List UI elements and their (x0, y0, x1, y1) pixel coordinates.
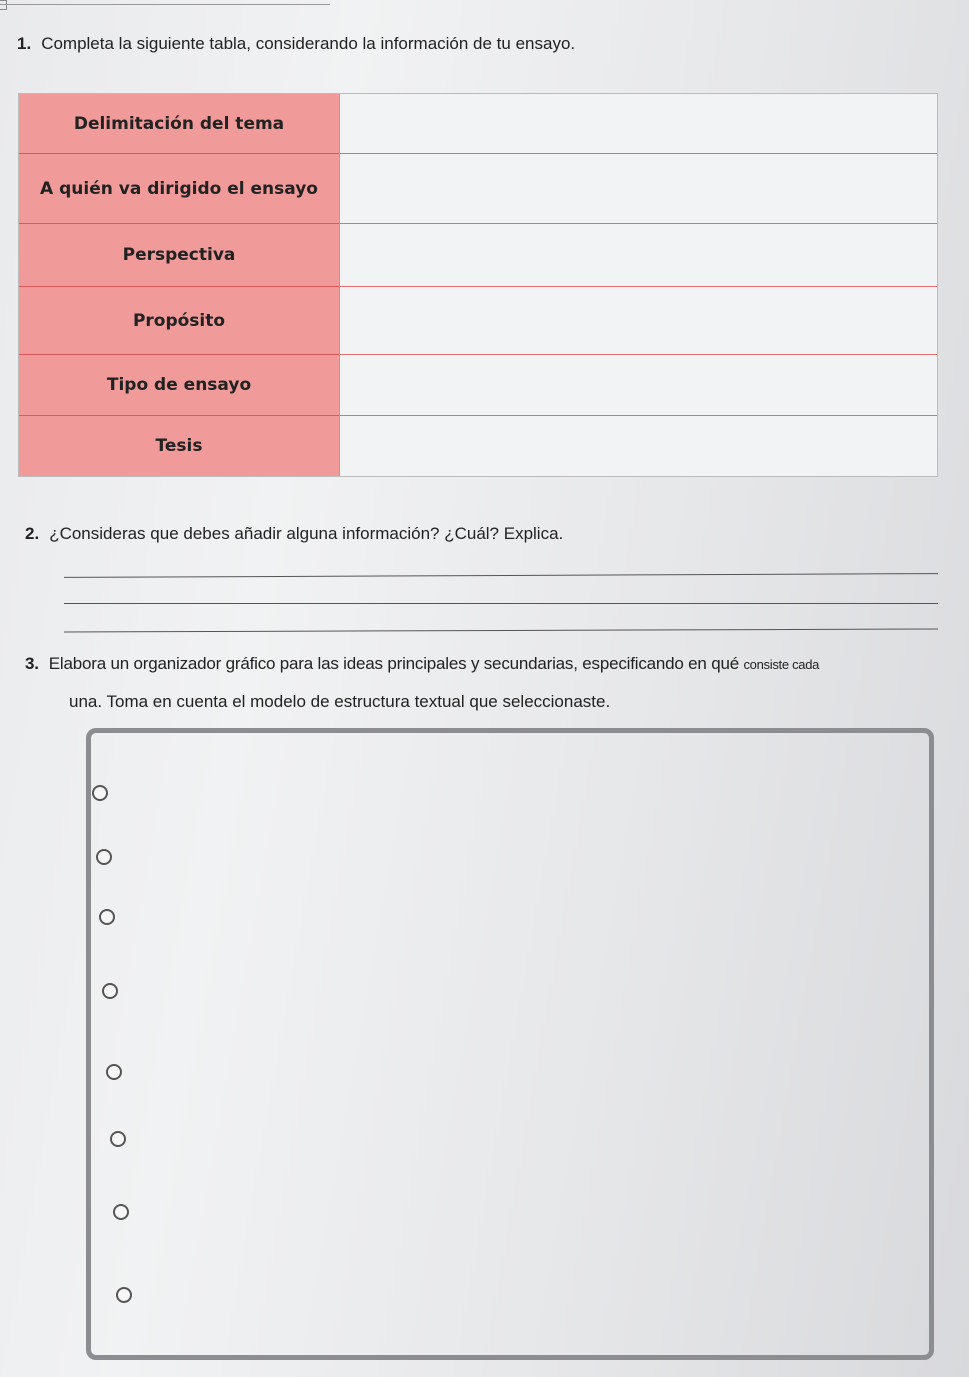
row-label: Tipo de ensayo (19, 355, 339, 416)
binder-ring-icon (116, 1287, 132, 1303)
row-label: A quién va dirigido el ensayo (19, 154, 339, 224)
table-row (19, 355, 937, 416)
table-row (19, 416, 937, 476)
answer-line (64, 603, 938, 604)
row-answer-cell[interactable] (339, 416, 937, 476)
row-answer-cell[interactable] (339, 94, 937, 154)
binder-ring-icon (102, 983, 118, 999)
row-answer-cell[interactable] (339, 287, 937, 355)
question-3-number: 3. (25, 654, 39, 673)
row-label: Tesis (19, 416, 339, 476)
corner-mark (0, 0, 7, 10)
table-row (19, 287, 937, 355)
top-rule (0, 4, 330, 5)
organizer-box[interactable] (86, 728, 934, 1360)
row-answer-cell[interactable] (339, 224, 937, 287)
table-row (19, 154, 937, 224)
question-3-text-b: una. Toma en cuenta el modelo de estructura textual que seleccionaste. (69, 692, 611, 711)
question-2 (25, 523, 563, 545)
row-answer-cell[interactable] (339, 154, 937, 224)
binder-ring-icon (96, 849, 112, 865)
row-answer-cell[interactable] (339, 355, 937, 416)
table-row (19, 94, 937, 154)
question-3-text-small: consiste cada (743, 657, 820, 672)
question-1-text: Completa la siguiente tabla, considerando la información de tu ensayo. (41, 34, 576, 53)
binder-ring-icon (99, 909, 115, 925)
question-1 (17, 33, 575, 55)
table-row (19, 224, 937, 287)
essay-table (18, 93, 938, 477)
binder-ring-icon (106, 1064, 122, 1080)
question-3-text-a: Elabora un organizador gráfico para las ideas principales y secundarias, especificando en qué (48, 654, 744, 673)
answer-area[interactable] (64, 555, 940, 635)
binder-ring-icon (113, 1204, 129, 1220)
question-2-number: 2. (25, 524, 40, 543)
row-label: Perspectiva (19, 224, 339, 287)
question-3 (25, 653, 945, 713)
question-1-number: 1. (17, 34, 32, 53)
binder-ring-icon (110, 1131, 126, 1147)
question-2-text: ¿Consideras que debes añadir alguna información? ¿Cuál? Explica. (49, 524, 564, 543)
row-label: Delimitación del tema (19, 94, 339, 154)
row-label: Propósito (19, 287, 339, 355)
binder-ring-icon (92, 785, 108, 801)
